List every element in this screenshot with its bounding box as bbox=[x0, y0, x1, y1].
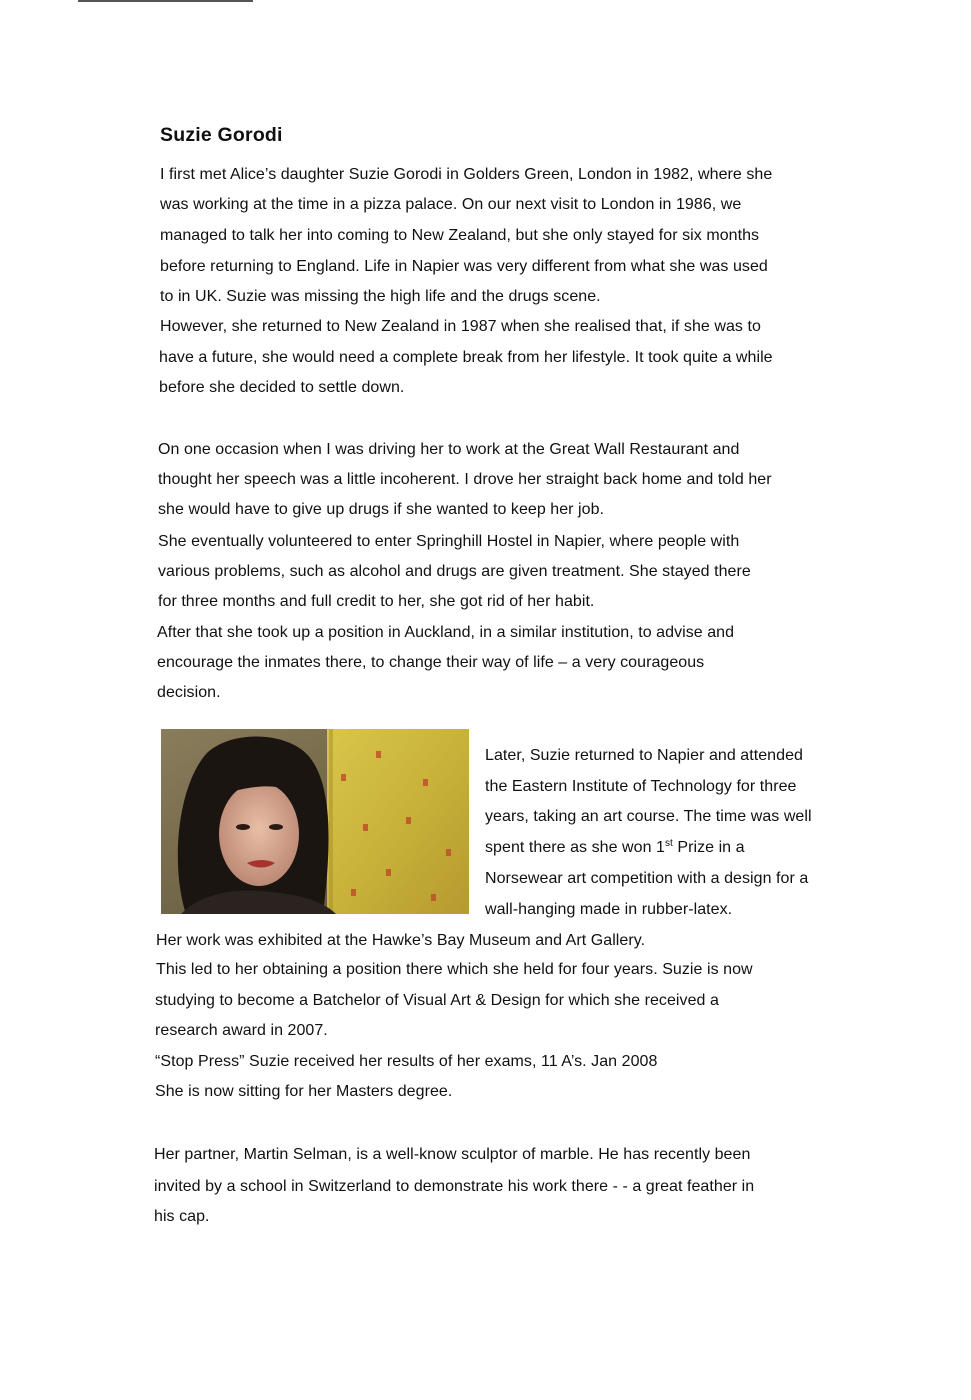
paragraph-line: However, she returned to New Zealand in 1987 when she realised that, if she was to bbox=[160, 318, 761, 335]
paragraph-line: years, taking an art course. The time was well bbox=[485, 808, 812, 825]
ordinal-superscript: st bbox=[664, 838, 673, 849]
paragraph-line: She eventually volunteered to enter Springhill Hostel in Napier, where people with bbox=[158, 533, 740, 550]
paragraph-line: wall-hanging made in rubber-latex. bbox=[485, 901, 733, 918]
paragraph-line: This led to her obtaining a position there which she held for four years. Suzie is now bbox=[156, 961, 753, 978]
paragraph-line-with-superscript bbox=[485, 838, 745, 858]
paragraph-line: research award in 2007. bbox=[155, 1022, 328, 1039]
paragraph-line: she would have to give up drugs if she wanted to keep her job. bbox=[158, 501, 605, 518]
paragraph-line: On one occasion when I was driving her to work at the Great Wall Restaurant and bbox=[158, 441, 740, 458]
top-rule-divider bbox=[78, 0, 253, 2]
paragraph-line: After that she took up a position in Auckland, in a similar institution, to advise and bbox=[157, 624, 735, 641]
paragraph-line: managed to talk her into coming to New Zealand, but she only stayed for six months bbox=[160, 227, 760, 244]
paragraph-line: was working at the time in a pizza palace. On our next visit to London in 1986, we bbox=[160, 196, 742, 213]
paragraph-line: Later, Suzie returned to Napier and attended bbox=[485, 747, 803, 764]
paragraph-line: before returning to England. Life in Napier was very different from what she was used bbox=[160, 258, 768, 275]
paragraph-line: encourage the inmates there, to change their way of life – a very courageous bbox=[157, 654, 705, 671]
paragraph-line: Norsewear art competition with a design for a bbox=[485, 870, 809, 887]
text-segment: spent there as she won 1 bbox=[485, 839, 665, 856]
text-segment: Prize in a bbox=[672, 839, 745, 856]
paragraph-line: various problems, such as alcohol and drugs are given treatment. She stayed there bbox=[158, 563, 751, 580]
page-title: Suzie Gorodi bbox=[160, 124, 283, 146]
paragraph-line: Her partner, Martin Selman, is a well-know sculptor of marble. He has recently been bbox=[154, 1146, 751, 1163]
paragraph-line: thought her speech was a little incoherent. I drove her straight back home and told her bbox=[158, 471, 772, 488]
paragraph-line: before she decided to settle down. bbox=[159, 379, 405, 396]
paragraph-line: I first met Alice’s daughter Suzie Gorodi in Golders Green, London in 1982, where she bbox=[160, 166, 773, 183]
paragraph-line: have a future, she would need a complete break from her lifestyle. It took quite a while bbox=[159, 349, 773, 366]
paragraph-line: Her work was exhibited at the Hawke’s Bay Museum and Art Gallery. bbox=[156, 932, 646, 949]
paragraph-line: the Eastern Institute of Technology for three bbox=[485, 778, 797, 795]
portrait-photo bbox=[161, 729, 469, 914]
paragraph-line: invited by a school in Switzerland to demonstrate his work there - - a great feather in bbox=[154, 1178, 755, 1195]
paragraph-line: for three months and full credit to her, she got rid of her habit. bbox=[158, 593, 595, 610]
paragraph-line: to in UK. Suzie was missing the high life and the drugs scene. bbox=[160, 288, 601, 305]
paragraph-line: his cap. bbox=[154, 1208, 210, 1225]
paragraph-line: studying to become a Batchelor of Visual Art & Design for which she received a bbox=[155, 992, 719, 1009]
paragraph-line: decision. bbox=[157, 684, 221, 701]
paragraph-line: “Stop Press” Suzie received her results of her exams, 11 A’s. Jan 2008 bbox=[155, 1053, 658, 1070]
paragraph-line: She is now sitting for her Masters degree. bbox=[155, 1083, 453, 1100]
